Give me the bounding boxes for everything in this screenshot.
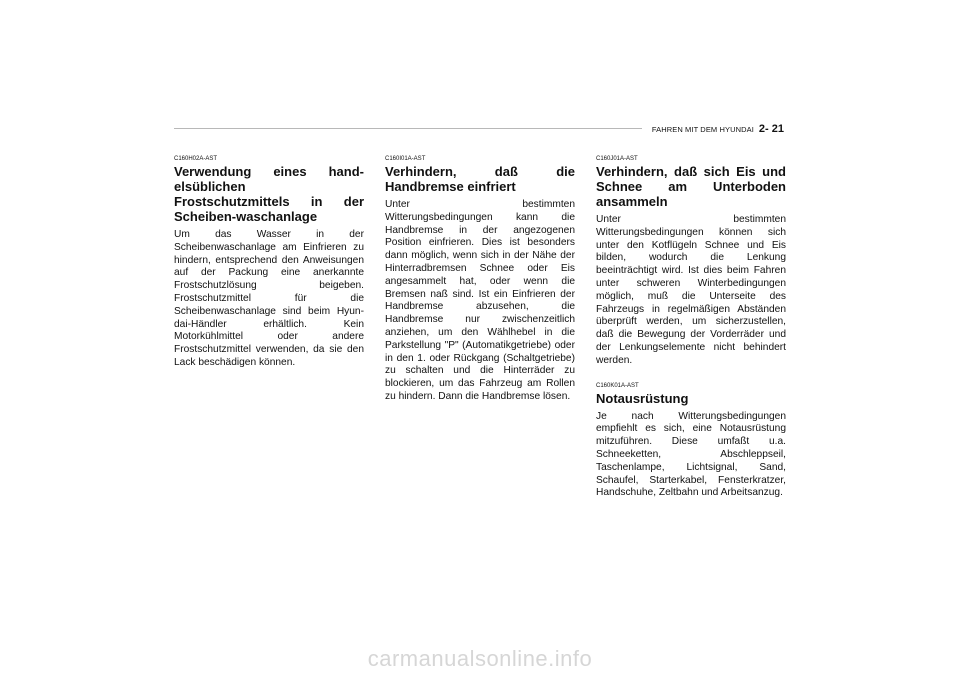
section-body: Unter bestimmten Witterungsbedingungen können sich unter den Kotflügeln Schnee und Eis bilden, wodurch die Lenkung beeinträchtigt wird. Ist dies beim Fahren unter schweren Winterbedingungen möglich, muß die Unterseite des Fahrzeugs in regelmäßigen Abständen überprüft werden, um sicherzustellen, daß die Bewegung der Vorderräder und der Lenkungselemente nicht behindert werden.	[596, 214, 786, 366]
page-header	[652, 123, 784, 135]
section-code: C160J01A-AST	[596, 156, 638, 162]
section-heading: Verwendung eines hand-elsüblichen Frostschutzmittels in der Scheiben-waschanlage	[174, 164, 364, 224]
section-heading: Verhindern, daß sich Eis und Schnee am Unterboden ansammeln	[596, 164, 786, 209]
section-code: C160H02A-AST	[174, 156, 218, 162]
column-2	[385, 155, 575, 404]
watermark: carmanualsonline.info	[367, 646, 593, 671]
column-3	[596, 155, 786, 500]
section-heading: Verhindern, daß die Handbremse einfriert	[385, 164, 575, 194]
section-body: Unter bestimmten Witterungsbedingungen kann die Handbremse in der angezogenen Position einfrieren. Dies ist besonders dann möglich, wenn sich in der Nähe der Hinterradbremsen Schnee oder Eis angesammelt hat, oder wenn die Bremsen naß sind. Ist ein Einfrieren der Handbremse abzusehen, die Handbremse nur zwischenzeitlich anziehen, um den Wählhebel in die Parkstellung "P" (Automatikgetriebe) oder in den 1. oder Rückgang (Schaltgetriebe) zu schalten und die Hinterräder zu blockieren, um das Fahrzeug am Rollen zu hindern. Dann die Handbremse lösen.	[385, 199, 575, 402]
section-handbrake	[385, 155, 575, 404]
page-number: 2- 21	[758, 123, 784, 135]
section-gap	[596, 368, 786, 382]
section-heading: Notausrüstung	[596, 390, 689, 406]
section-code: C160K01A-AST	[596, 382, 639, 389]
header-rule	[174, 128, 642, 129]
section-emergency-kit	[596, 382, 786, 501]
section-title: FAHREN MIT DEM HYUNDAI	[651, 125, 754, 134]
section-body: Um das Wasser in der Scheibenwaschanlage am Einfrieren zu hindern, entsprechend den Anweisungen auf der Packung eine anerkannte Frostschutzlösung beigeben. Frostschutzmittel für die Scheibenwaschanlage sind beim Hyun-dai-Händler erhältlich. Kein Motorkühlmittel oder andere Frostschutzmittel verwenden, da sie den Lack beschädigen können.	[174, 229, 364, 368]
column-1	[174, 155, 364, 370]
section-body: Je nach Witterungsbedingungen empfiehlt es sich, eine Notausrüstung mitzuführen. Diese umfaßt u.a. Schneeketten, Abschleppseil, Taschenlampe, Lichtsignal, Sand, Schaufel, Starterkabel, Fensterkratzer, Handschuhe, Zeltbahn und Arbeitsanzug.	[596, 410, 786, 499]
section-code: C160I01A-AST	[385, 156, 426, 162]
section-underbody	[596, 155, 786, 368]
section-antifreeze	[174, 155, 364, 370]
